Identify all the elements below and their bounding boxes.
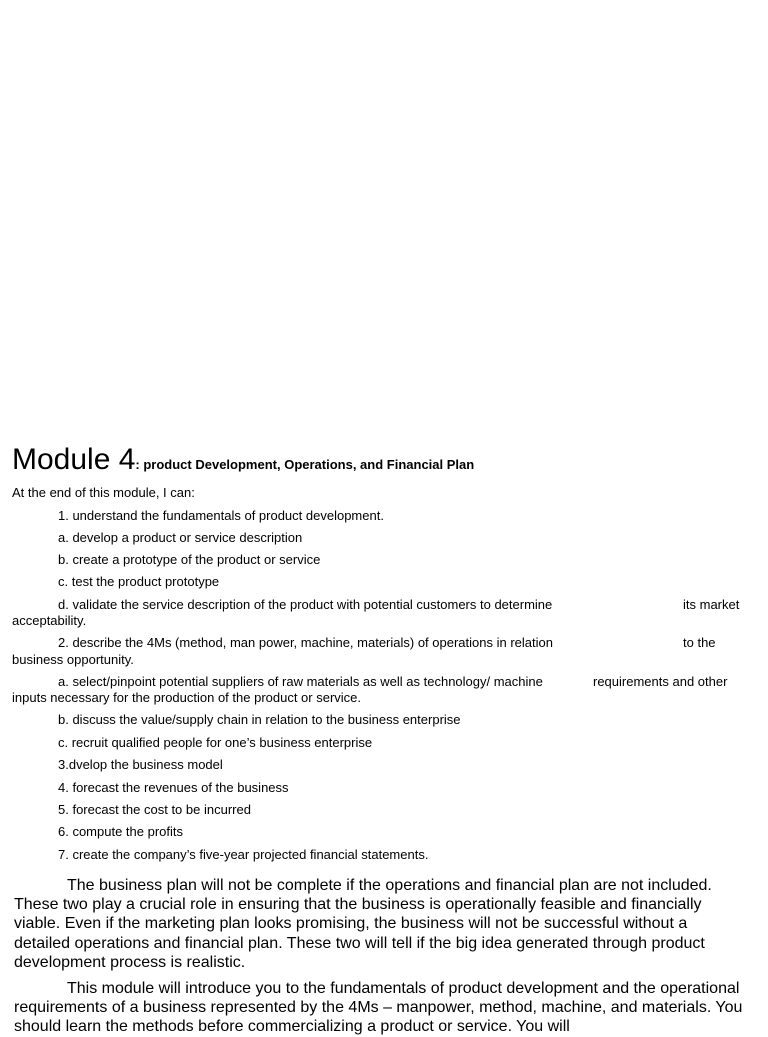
objective-1b: b. create a prototype of the product or service	[58, 552, 321, 567]
objective-2-continued: business opportunity.	[12, 652, 134, 667]
objective-2c: c. recruit qualified people for one’s business enterprise	[58, 735, 373, 750]
objective-2a: a. select/pinpoint potential suppliers of raw materials as well as technology/ machine	[58, 674, 543, 689]
objective-5: 5. forecast the cost to be incurred	[58, 802, 251, 817]
objective-1d-tail: its market	[683, 597, 740, 612]
module-title: Module 4	[12, 443, 136, 476]
objective-2a-tail: requirements and other	[593, 674, 728, 689]
objective-2: 2. describe the 4Ms (method, man power, machine, materials) of operations in relation	[58, 635, 553, 650]
module-heading	[12, 441, 474, 479]
paragraph-intro: The business plan will not be complete if the operations and financial plan are not included. These two play a crucial role in ensuring that the business is operationally feasible and financially viable. Even if the marketing plan looks promising, the business will not be successful without a detailed operations and financial plan. These two will tell if the big idea generated through product development process is realistic.	[14, 877, 712, 971]
objective-3: 3.dvelop the business model	[58, 757, 223, 772]
objective-2b: b. discuss the value/supply chain in relation to the business enterprise	[58, 712, 461, 727]
paragraph-module-overview: This module will introduce you to the fundamentals of product development and the operational requirements of a business represented by the 4Ms – manpower, method, machine, and materials. You should learn the methods before commercializing a product or service. You will	[14, 980, 743, 1036]
objective-1d: d. validate the service description of the product with potential customers to determine	[58, 597, 553, 612]
objective-1: 1. understand the fundamentals of product development.	[58, 508, 384, 523]
objective-1d-continued: acceptability.	[12, 613, 87, 628]
objective-7: 7. create the company’s five-year projected financial statements.	[58, 847, 429, 862]
objective-2a-continued: inputs necessary for the production of the product or service.	[12, 690, 362, 705]
objective-1c: c. test the product prototype	[58, 574, 220, 589]
objective-2-tail: to the	[683, 635, 716, 650]
objective-6: 6. compute the profits	[58, 824, 184, 839]
module-subtitle: : product Development, Operations, and Financial Plan	[135, 457, 475, 472]
intro-text: At the end of this module, I can:	[12, 485, 195, 500]
objective-1a: a. develop a product or service description	[58, 530, 303, 545]
objective-4: 4. forecast the revenues of the business	[58, 780, 289, 795]
